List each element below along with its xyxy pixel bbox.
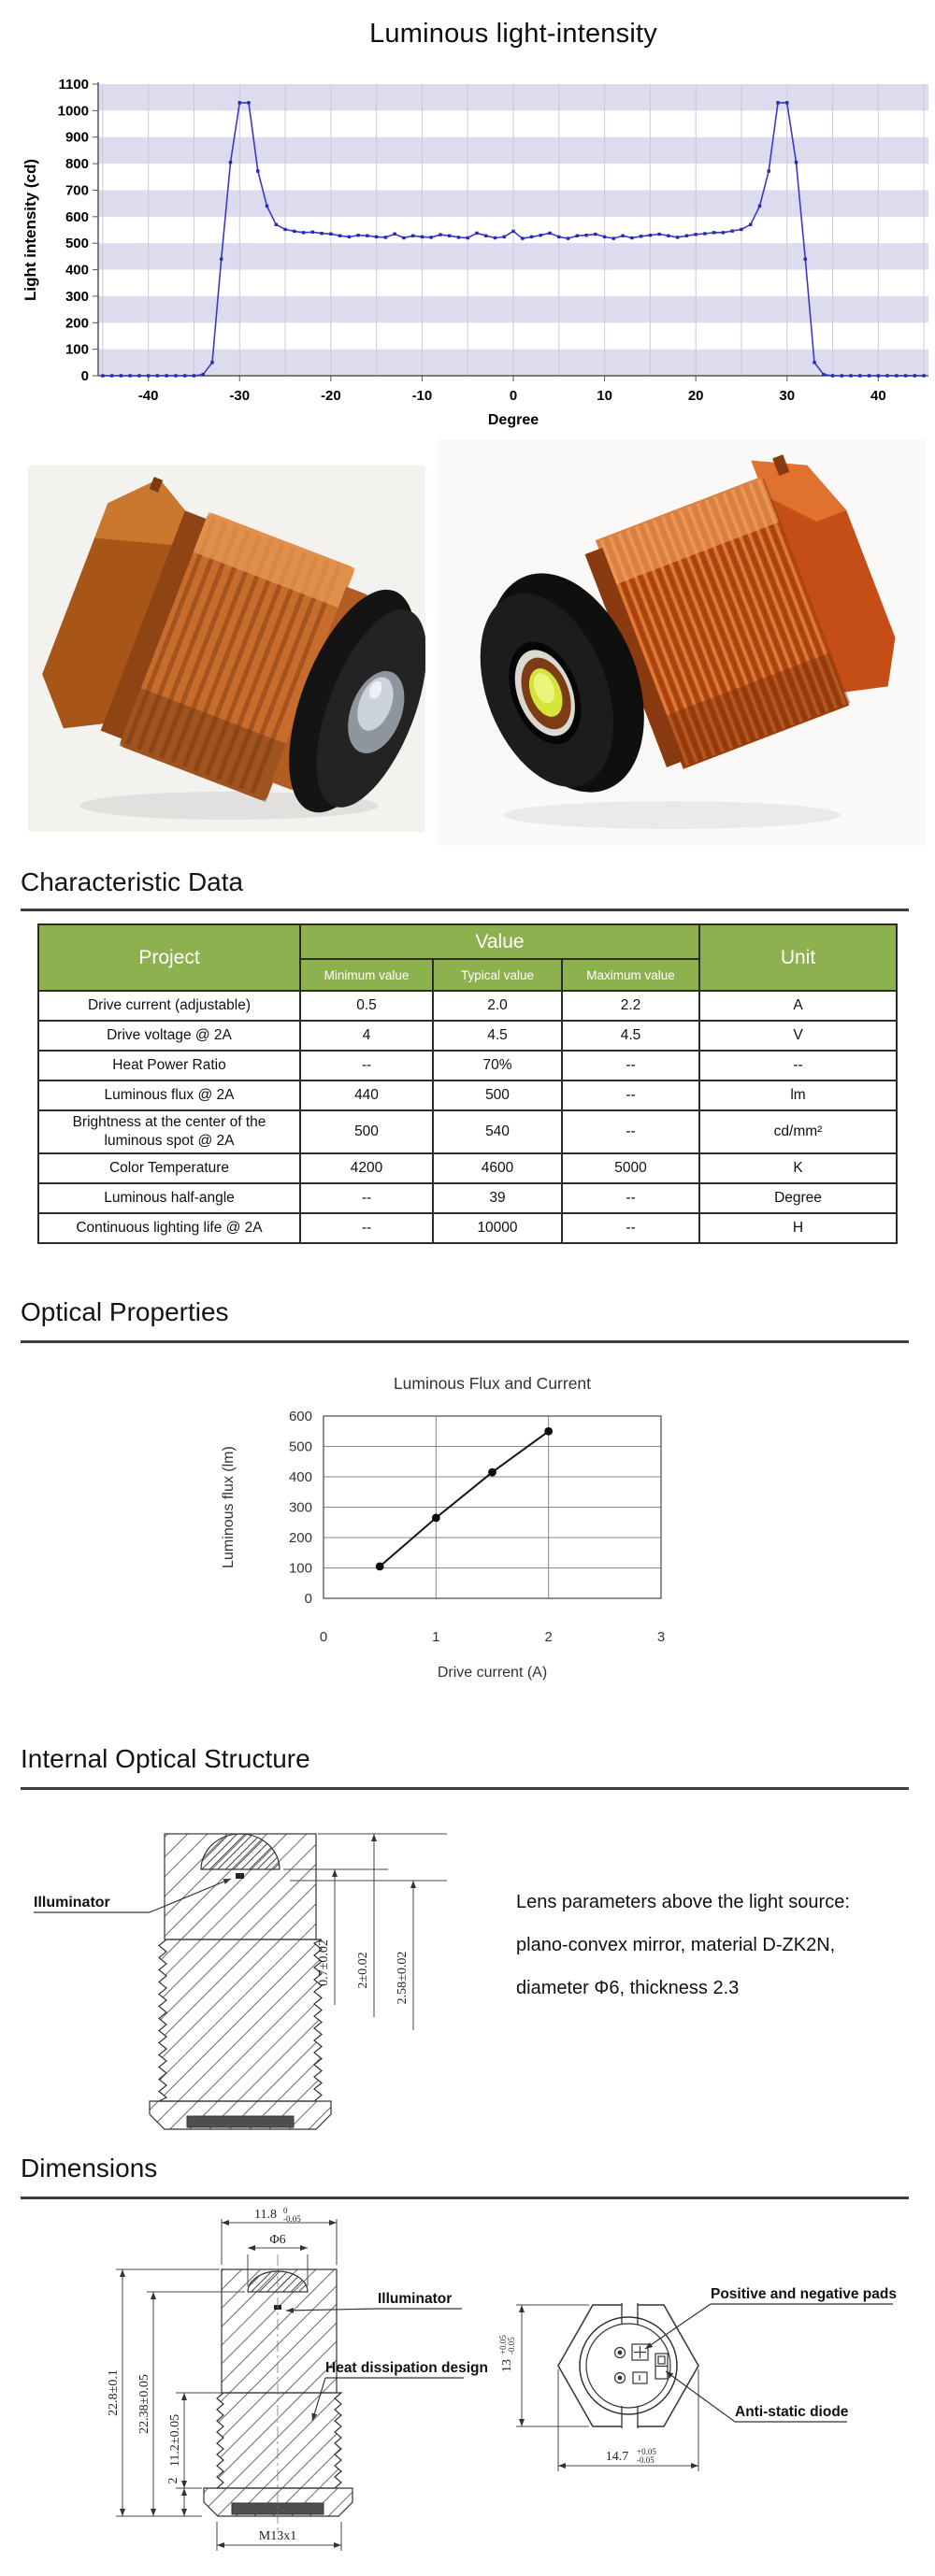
flux-current-chart <box>0 1367 935 1694</box>
table-row <box>38 991 897 1021</box>
svg-text:20: 20 <box>687 388 704 404</box>
svg-text:1: 1 <box>432 1629 440 1645</box>
y-axis-title: Luminous flux (lm) <box>221 1446 237 1568</box>
product-photo-left <box>28 465 425 832</box>
thread-section <box>159 1939 322 2101</box>
table-row <box>38 1051 897 1080</box>
cell-unit: A <box>699 991 897 1021</box>
svg-text:30: 30 <box>779 388 796 404</box>
cell-max: -- <box>562 1110 699 1153</box>
svg-text:1000: 1000 <box>57 103 89 120</box>
rear-width-tol-sub: -0.05 <box>637 2455 654 2465</box>
product-render-left <box>28 465 425 832</box>
height-dim-1: 22.38±0.05 <box>137 2374 151 2434</box>
cell-max: -- <box>562 1213 699 1243</box>
gridlines <box>324 1416 661 1598</box>
cell-typ: 70% <box>433 1051 562 1080</box>
cell-max: 4.5 <box>562 1021 699 1051</box>
illuminator-label: Illuminator <box>34 1895 110 1911</box>
cell-project: Brightness at the center of the luminous spot @ 2A <box>38 1110 300 1153</box>
dimensions-drawing <box>0 2206 935 2576</box>
svg-text:300: 300 <box>65 288 89 305</box>
cell-min: 4 <box>300 1021 433 1051</box>
svg-text:500: 500 <box>65 236 89 252</box>
cell-min: 0.5 <box>300 991 433 1021</box>
luminous-intensity-chart <box>0 49 935 434</box>
svg-text:100: 100 <box>65 341 89 358</box>
lens-note-line-1: Lens parameters above the light source: <box>516 1892 850 1912</box>
col-header-typ: Typical value <box>433 959 562 991</box>
cell-min: 440 <box>300 1080 433 1110</box>
svg-text:0: 0 <box>319 1629 328 1645</box>
table-row <box>38 1183 897 1213</box>
base-pad <box>187 2116 294 2127</box>
thread-section <box>217 2393 341 2488</box>
characteristic-heading: Characteristic Data <box>21 867 244 896</box>
x-axis-title: Drive current (A) <box>437 1665 548 1681</box>
svg-text:1100: 1100 <box>58 77 89 93</box>
pads-label: Positive and negative pads <box>711 2286 897 2302</box>
svg-text:600: 600 <box>65 208 89 225</box>
cell-max: -- <box>562 1183 699 1213</box>
cell-project: Luminous flux @ 2A <box>38 1080 300 1110</box>
cell-typ: 4600 <box>433 1153 562 1183</box>
svg-text:2: 2 <box>544 1629 553 1645</box>
svg-text:200: 200 <box>288 1530 312 1546</box>
characteristic-table <box>37 923 898 1244</box>
rear-view-drawing <box>498 2286 897 2471</box>
cell-min: 500 <box>300 1110 433 1153</box>
rear-height-dim: 13 <box>500 2359 514 2372</box>
height-dim-0: 22.8±0.1 <box>107 2369 121 2416</box>
svg-text:800: 800 <box>65 156 89 173</box>
svg-text:500: 500 <box>288 1438 312 1455</box>
x-axis-title: Degree <box>487 412 539 428</box>
flux-series <box>380 1431 549 1567</box>
cell-unit: cd/mm² <box>699 1110 897 1153</box>
table-row <box>38 1153 897 1183</box>
col-header-unit: Unit <box>699 924 897 991</box>
table-row <box>38 1110 897 1153</box>
svg-text:40: 40 <box>870 388 886 404</box>
svg-text:0: 0 <box>304 1591 312 1607</box>
illuminator-dot <box>236 1873 244 1879</box>
svg-text:600: 600 <box>288 1409 312 1424</box>
cell-unit: V <box>699 1021 897 1051</box>
heat-dissipation-label: Heat dissipation design <box>325 2360 488 2376</box>
cell-project: Drive current (adjustable) <box>38 991 300 1021</box>
table-row <box>38 1213 897 1243</box>
slot-bottom-cut <box>622 2405 638 2429</box>
lens-note-line-2: plano-convex mirror, material D-ZK2N, <box>516 1935 836 1955</box>
cell-unit: Degree <box>699 1183 897 1213</box>
photo-shadow <box>504 801 841 829</box>
intensity-chart-title: Luminous light-intensity <box>369 19 657 49</box>
svg-text:-10: -10 <box>411 388 433 404</box>
dimensions-heading: Dimensions <box>21 2154 158 2182</box>
data-point <box>432 1513 440 1522</box>
svg-text:900: 900 <box>65 129 89 146</box>
cell-min: -- <box>300 1213 433 1243</box>
width-tol-sub: -0.05 <box>283 2214 301 2224</box>
cell-min: -- <box>300 1183 433 1213</box>
rear-width-tol-sup: +0.05 <box>637 2447 656 2456</box>
cell-typ: 2.0 <box>433 991 562 1021</box>
side-section-drawing <box>107 2206 488 2551</box>
col-header-min: Minimum value <box>300 959 433 991</box>
cell-project: Drive voltage @ 2A <box>38 1021 300 1051</box>
height-dim-2: 11.2±0.05 <box>168 2413 182 2468</box>
table-row <box>38 1080 897 1110</box>
illuminator-label: Illuminator <box>378 2291 453 2307</box>
cell-min: 4200 <box>300 1153 433 1183</box>
svg-text:-20: -20 <box>320 388 341 404</box>
rear-height-tol-sup: +0.05 <box>498 2335 508 2354</box>
cell-max: -- <box>562 1080 699 1110</box>
section-rule <box>21 1340 909 1343</box>
cell-unit: K <box>699 1153 897 1183</box>
col-header-value: Value <box>300 924 699 959</box>
y-axis-title: Light intensity (cd) <box>22 158 39 302</box>
cell-unit: -- <box>699 1051 897 1080</box>
dim-label-2: 2.58±0.02 <box>396 1951 410 2005</box>
cell-project: Continuous lighting life @ 2A <box>38 1213 300 1243</box>
svg-text:700: 700 <box>65 182 89 199</box>
cell-project: Luminous half-angle <box>38 1183 300 1213</box>
svg-text:300: 300 <box>288 1499 312 1516</box>
diode-label: Anti-static diode <box>735 2404 849 2420</box>
cell-typ: 4.5 <box>433 1021 562 1051</box>
cell-typ: 540 <box>433 1110 562 1153</box>
thread-dim: M13x1 <box>258 2529 297 2543</box>
width-tol-sup: 0 <box>283 2206 288 2215</box>
cell-unit: H <box>699 1213 897 1243</box>
col-header-project: Project <box>38 924 300 991</box>
svg-text:-30: -30 <box>229 388 251 404</box>
cell-typ: 39 <box>433 1183 562 1213</box>
col-header-max: Maximum value <box>562 959 699 991</box>
svg-text:3: 3 <box>656 1629 666 1645</box>
cell-typ: 10000 <box>433 1213 562 1243</box>
lens-dim: Φ6 <box>269 2233 286 2247</box>
rear-height-tol-sub: -0.05 <box>507 2337 516 2354</box>
cell-max: -- <box>562 1051 699 1080</box>
cell-unit: lm <box>699 1080 897 1110</box>
data-point <box>376 1562 384 1570</box>
height-dim-3: 2 <box>166 2477 180 2484</box>
y-axis-labels <box>289 1409 312 1607</box>
data-point <box>544 1427 553 1436</box>
lens-note-line-3: diameter Φ6, thickness 2.3 <box>516 1978 740 1998</box>
optical-heading: Optical Properties <box>21 1297 229 1326</box>
cell-max: 2.2 <box>562 991 699 1021</box>
slot-top-cut <box>622 2300 638 2325</box>
svg-text:400: 400 <box>288 1469 312 1485</box>
svg-text:0: 0 <box>509 388 518 404</box>
svg-text:100: 100 <box>288 1560 312 1577</box>
dim-label-1: 2±0.02 <box>356 1952 370 1989</box>
svg-text:10: 10 <box>597 388 612 404</box>
cell-project: Heat Power Ratio <box>38 1051 300 1080</box>
x-axis-labels <box>138 376 886 404</box>
svg-text:-40: -40 <box>137 388 159 404</box>
y-axis-labels <box>58 77 98 384</box>
internal-heading: Internal Optical Structure <box>21 1744 310 1773</box>
section-rule <box>21 2197 909 2199</box>
x-axis-labels <box>320 1629 665 1645</box>
svg-text:400: 400 <box>65 262 89 279</box>
lens-note <box>516 1881 850 2010</box>
svg-text:200: 200 <box>65 315 89 332</box>
dim-label-0: 0.7±0.02 <box>317 1939 331 1986</box>
data-point <box>488 1468 496 1477</box>
section-rule <box>21 1787 909 1790</box>
width-dim: 11.8 <box>254 2208 277 2222</box>
cell-project: Color Temperature <box>38 1153 300 1183</box>
cell-min: -- <box>300 1051 433 1080</box>
table-row <box>38 1021 897 1051</box>
section-rule <box>21 909 909 911</box>
cell-typ: 500 <box>433 1080 562 1110</box>
chart-title: Luminous Flux and Current <box>393 1374 592 1393</box>
rear-width-dim: 14.7 <box>605 2450 629 2464</box>
product-render-right <box>438 439 926 846</box>
cell-max: 5000 <box>562 1153 699 1183</box>
product-photo-right <box>438 439 926 846</box>
svg-text:0: 0 <box>80 368 89 384</box>
